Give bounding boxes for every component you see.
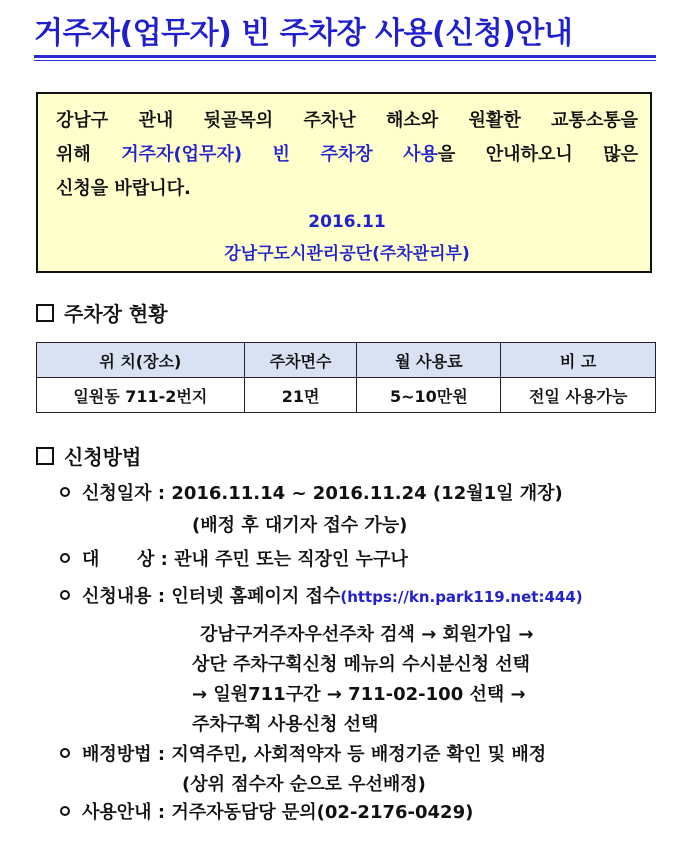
step-line-4: 주차구획 사용신청 선택 bbox=[192, 714, 379, 735]
table-header-note: 비 고 bbox=[501, 343, 656, 378]
checkbox-square-icon bbox=[36, 304, 54, 322]
target-value: 관내 주민 또는 직장인 누구나 bbox=[174, 549, 408, 570]
notice-date: 2016.11 bbox=[308, 212, 386, 232]
section-parking-status-heading: 주차장 현황 bbox=[64, 302, 168, 326]
notice-highlight: 거주자(업무자) 빈 주차장 사용 bbox=[121, 144, 438, 165]
section-application-heading: 신청방법 bbox=[64, 445, 142, 469]
circle-bullet-icon bbox=[60, 748, 70, 758]
notice-line-2-suffix: 을 안내하오니 많은 bbox=[437, 144, 638, 165]
notice-box bbox=[36, 92, 652, 273]
circle-bullet-icon bbox=[60, 553, 70, 563]
title-underline-thin bbox=[34, 60, 656, 61]
list-item-content bbox=[60, 582, 583, 608]
step-line-3: → 일원711구간 → 711-02-100 선택 → bbox=[192, 684, 526, 705]
assignment-label: 배정방법 : bbox=[82, 744, 166, 765]
section-application bbox=[36, 441, 141, 470]
assignment-value: 지역주민, 사회적약자 등 배정기준 확인 및 배정 bbox=[171, 744, 547, 765]
usage-value: 거주자동담당 문의(02-2176-0429) bbox=[171, 802, 474, 823]
parking-table bbox=[36, 342, 656, 413]
step-line-2: 상단 주차구획신청 메뉴의 수시분신청 선택 bbox=[192, 654, 531, 675]
assignment-note: (상위 점수자 순으로 우선배정) bbox=[182, 774, 426, 795]
table-header-spaces: 주차면수 bbox=[244, 343, 357, 378]
checkbox-square-icon bbox=[36, 447, 54, 465]
notice-line-2-prefix: 위해 bbox=[56, 144, 122, 165]
circle-bullet-icon bbox=[60, 487, 70, 497]
application-date-label: 신청일자 : bbox=[82, 483, 166, 504]
section-parking-status bbox=[36, 298, 168, 327]
content-value: 인터넷 홈페이지 접수 bbox=[171, 586, 341, 607]
step-line-1: 강남구거주자우선주차 검색 → 회원가입 → bbox=[200, 624, 534, 645]
circle-bullet-icon bbox=[60, 806, 70, 816]
table-header-location: 위 치(장소) bbox=[37, 343, 245, 378]
application-date-value: 2016.11.14 ~ 2016.11.24 (12월1일 개장) bbox=[171, 483, 563, 504]
page-title: 거주자(업무자) 빈 주차장 사용(신청)안내 bbox=[34, 16, 573, 51]
notice-line-3: 신청을 바랍니다. bbox=[56, 178, 191, 199]
list-item-assignment bbox=[60, 740, 546, 766]
table-cell-spaces: 21면 bbox=[244, 378, 357, 413]
table-cell-fee: 5~10만원 bbox=[357, 378, 501, 413]
circle-bullet-icon bbox=[60, 590, 70, 600]
list-item-application-date bbox=[60, 479, 563, 505]
usage-label: 사용안내 : bbox=[82, 802, 166, 823]
table-cell-location: 일원동 711-2번지 bbox=[37, 378, 245, 413]
table-header-row bbox=[37, 343, 656, 378]
table-cell-note: 전일 사용가능 bbox=[501, 378, 656, 413]
table-header-fee: 월 사용료 bbox=[357, 343, 501, 378]
application-date-note: (배정 후 대기자 접수 가능) bbox=[192, 515, 408, 536]
list-item-target bbox=[60, 545, 408, 571]
list-item-usage bbox=[60, 798, 473, 824]
title-underline bbox=[34, 55, 656, 58]
homepage-url: (https://kn.park119.net:444) bbox=[340, 588, 583, 606]
notice-line-1: 강남구 관내 뒷골목의 주차난 해소와 원활한 교통소통을 bbox=[56, 110, 638, 131]
table-row bbox=[37, 378, 656, 413]
notice-line-2 bbox=[56, 138, 638, 172]
target-label: 대 상 : bbox=[82, 549, 168, 570]
content-label: 신청내용 : bbox=[82, 586, 166, 607]
notice-organization: 강남구도시관리공단(주차관리부) bbox=[224, 244, 470, 264]
